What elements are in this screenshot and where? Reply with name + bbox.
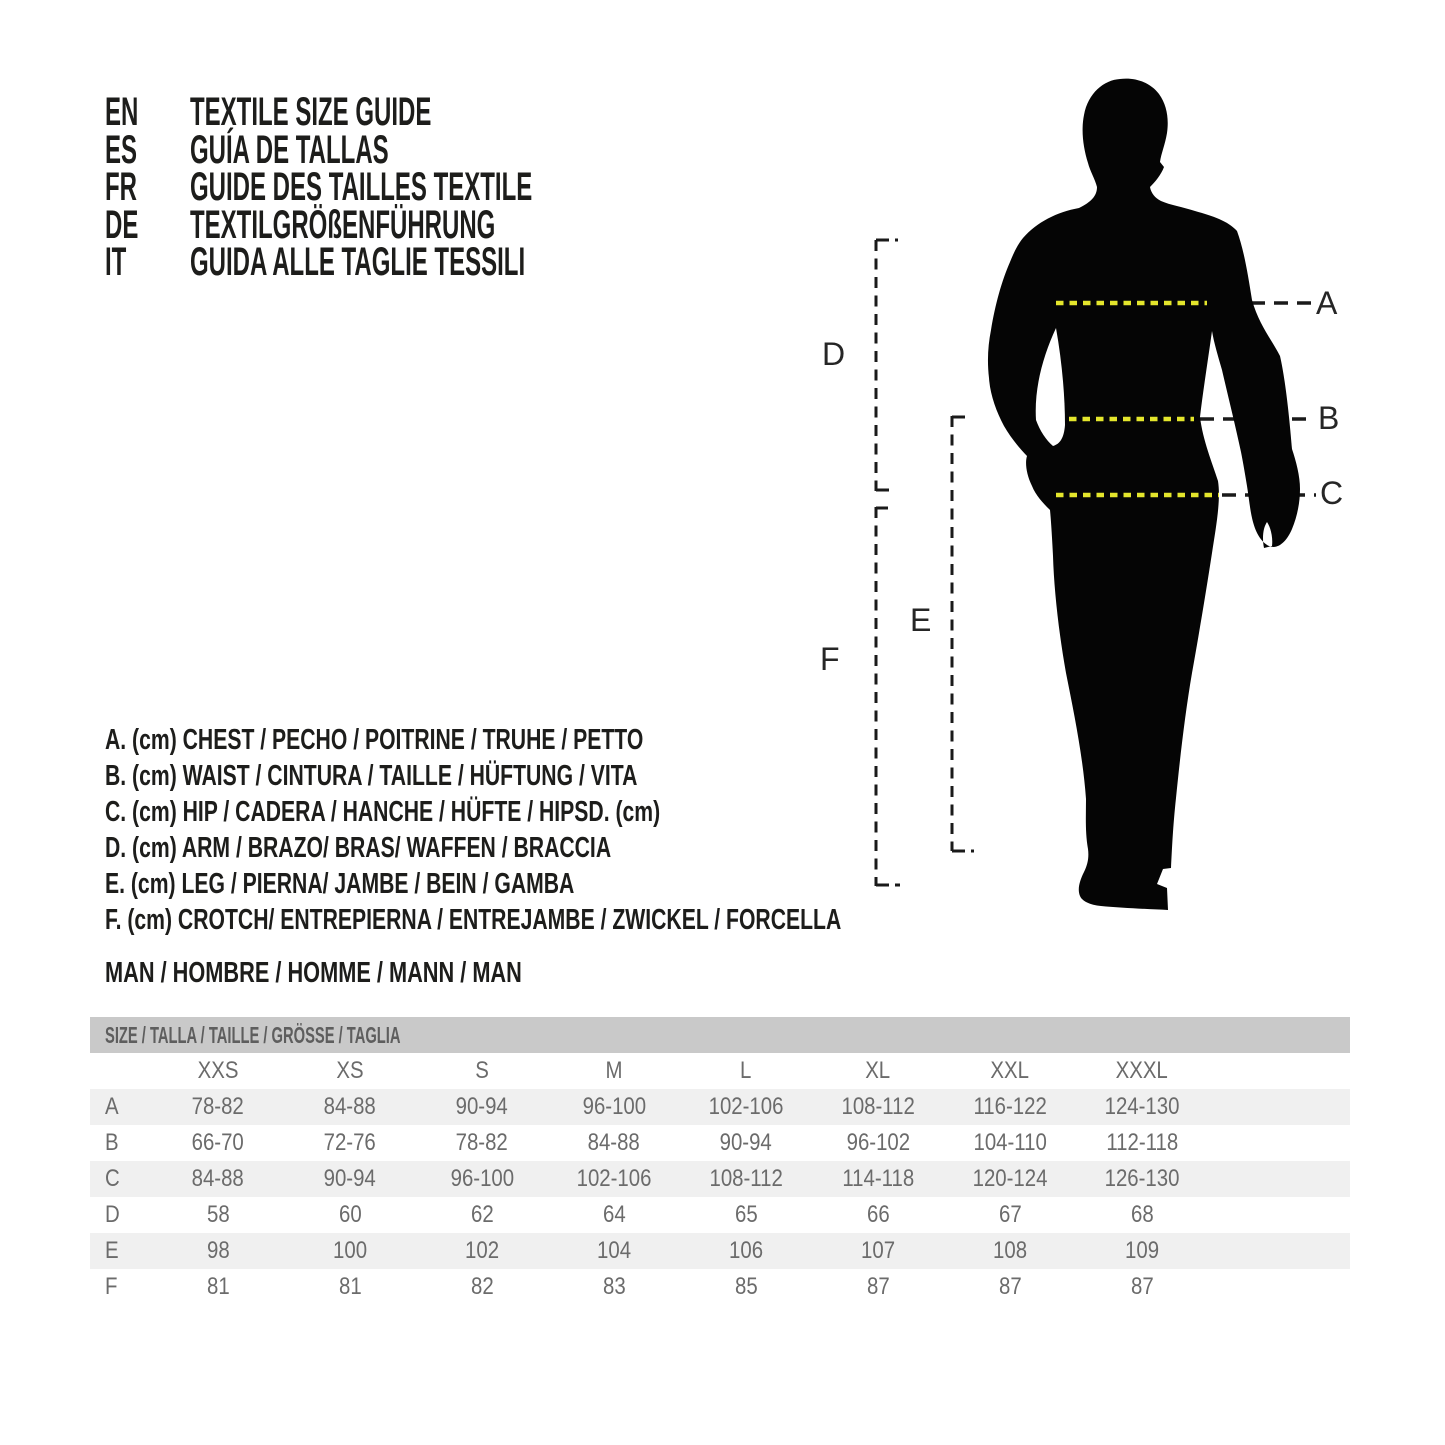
language-title: GUIDE DES TAILLES TEXTILE xyxy=(190,165,533,209)
size-cell: 124-130 xyxy=(1104,1093,1180,1120)
size-cell: 96-102 xyxy=(846,1129,910,1156)
size-cell: 87 xyxy=(998,1273,1022,1300)
size-cell: 58 xyxy=(206,1201,230,1228)
column-header: L xyxy=(740,1057,752,1084)
arm-label: D xyxy=(822,336,846,372)
chest-label: A xyxy=(1316,285,1338,321)
size-cell: 81 xyxy=(338,1273,362,1300)
size-cell: 108-112 xyxy=(709,1165,783,1192)
size-cell: 90-94 xyxy=(455,1093,509,1120)
gender-line: MAN / HOMBRE / HOMME / MANN / MAN xyxy=(105,957,522,989)
size-cell: 66-70 xyxy=(191,1129,245,1156)
column-header: XL xyxy=(865,1057,891,1084)
row-label: C xyxy=(105,1165,120,1192)
size-table xyxy=(90,1017,1350,1305)
legend-item: F. (cm) CROTCH/ ENTREPIERNA / ENTREJAMBE / ZWICKEL / FORCELLA xyxy=(105,904,842,936)
size-cell: 126-130 xyxy=(1104,1165,1180,1192)
language-code: ES xyxy=(105,127,138,172)
size-row xyxy=(90,1161,1350,1197)
size-cell: 66 xyxy=(866,1201,890,1228)
size-row xyxy=(90,1089,1350,1125)
size-cell: 98 xyxy=(206,1237,230,1264)
size-cell: 102-106 xyxy=(708,1093,784,1120)
size-cell: 116-122 xyxy=(973,1093,1047,1120)
size-cell: 112-118 xyxy=(1106,1129,1178,1156)
hip-label: C xyxy=(1320,475,1344,511)
column-header: M xyxy=(605,1057,623,1084)
row-label: F xyxy=(105,1273,118,1300)
size-cell: 72-76 xyxy=(323,1129,377,1156)
language-code: FR xyxy=(105,165,137,209)
language-title: TEXTILE SIZE GUIDE xyxy=(190,90,432,134)
size-cell: 104 xyxy=(596,1237,632,1264)
language-title: GUIDA ALLE TAGLIE TESSILI xyxy=(190,240,526,284)
size-cell: 60 xyxy=(338,1201,362,1228)
size-cell: 108-112 xyxy=(841,1093,915,1120)
legend-item: C. (cm) HIP / CADERA / HANCHE / HÜFTE / HIPSD. (cm) xyxy=(105,796,661,828)
size-row xyxy=(90,1233,1350,1269)
size-cell: 81 xyxy=(206,1273,230,1300)
language-title: TEXTILGRÖßENFÜHRUNG xyxy=(190,202,496,247)
language-row xyxy=(105,90,760,134)
size-cell: 87 xyxy=(866,1273,890,1300)
language-row xyxy=(105,240,760,284)
measurement-legend xyxy=(105,722,1114,938)
size-cell: 64 xyxy=(602,1201,626,1228)
row-label: A xyxy=(105,1093,119,1120)
size-row xyxy=(90,1125,1350,1161)
size-cell: 84-88 xyxy=(323,1093,377,1120)
size-cell: 87 xyxy=(1130,1273,1154,1300)
column-header: XXXL xyxy=(1115,1057,1169,1084)
size-cell: 78-82 xyxy=(191,1093,245,1120)
language-title: GUÍA DE TALLAS xyxy=(190,127,389,172)
size-cell: 62 xyxy=(470,1201,494,1228)
column-header: XXL xyxy=(990,1057,1030,1084)
size-cell: 102-106 xyxy=(576,1165,652,1192)
size-cell: 96-100 xyxy=(450,1165,514,1192)
size-cell: 107 xyxy=(860,1237,896,1264)
language-code: IT xyxy=(105,240,127,284)
column-header: XS xyxy=(336,1057,364,1084)
size-cell: 90-94 xyxy=(323,1165,377,1192)
legend-item: B. (cm) WAIST / CINTURA / TAILLE / HÜFTUNG / VITA xyxy=(105,760,638,792)
legend-item: D. (cm) ARM / BRAZO/ BRAS/ WAFFEN / BRACCIA xyxy=(105,832,612,864)
size-cell: 68 xyxy=(1130,1201,1154,1228)
leg-label: E xyxy=(910,602,932,638)
size-cell: 120-124 xyxy=(972,1165,1048,1192)
language-row xyxy=(105,127,760,172)
size-cell: 109 xyxy=(1124,1237,1160,1264)
size-cell: 85 xyxy=(734,1273,758,1300)
waist-label: B xyxy=(1318,400,1340,436)
row-label: B xyxy=(105,1129,119,1156)
legend-item: E. (cm) LEG / PIERNA/ JAMBE / BEIN / GAMBA xyxy=(105,868,575,900)
row-label: E xyxy=(105,1237,119,1264)
size-cell: 102 xyxy=(464,1237,500,1264)
size-cell: 104-110 xyxy=(973,1129,1047,1156)
size-table-grid xyxy=(90,1053,1350,1305)
size-cell: 82 xyxy=(470,1273,494,1300)
size-cell: 84-88 xyxy=(191,1165,245,1192)
size-table-title: SIZE / TALLA / TAILLE / GRÖSSE / TAGLIA xyxy=(90,1017,1350,1053)
size-row xyxy=(90,1269,1350,1305)
language-code: DE xyxy=(105,202,139,247)
column-header-row xyxy=(90,1053,1350,1089)
size-cell: 108 xyxy=(992,1237,1028,1264)
language-row xyxy=(105,202,760,247)
legend-item: A. (cm) CHEST / PECHO / POITRINE / TRUHE / PETTO xyxy=(105,724,644,756)
size-cell: 90-94 xyxy=(719,1129,773,1156)
size-cell: 114-118 xyxy=(842,1165,914,1192)
size-cell: 83 xyxy=(602,1273,626,1300)
size-cell: 78-82 xyxy=(455,1129,509,1156)
column-header: S xyxy=(475,1057,489,1084)
size-cell: 96-100 xyxy=(582,1093,646,1120)
row-label: D xyxy=(105,1201,120,1228)
language-row xyxy=(105,165,760,209)
size-cell: 100 xyxy=(332,1237,368,1264)
crotch-label: F xyxy=(820,641,840,677)
size-row xyxy=(90,1197,1350,1233)
language-code: EN xyxy=(105,90,139,134)
size-cell: 84-88 xyxy=(587,1129,641,1156)
size-cell: 65 xyxy=(734,1201,758,1228)
size-cell: 106 xyxy=(728,1237,764,1264)
size-cell: 67 xyxy=(998,1201,1022,1228)
language-list xyxy=(105,90,760,284)
column-header: XXS xyxy=(197,1057,239,1084)
